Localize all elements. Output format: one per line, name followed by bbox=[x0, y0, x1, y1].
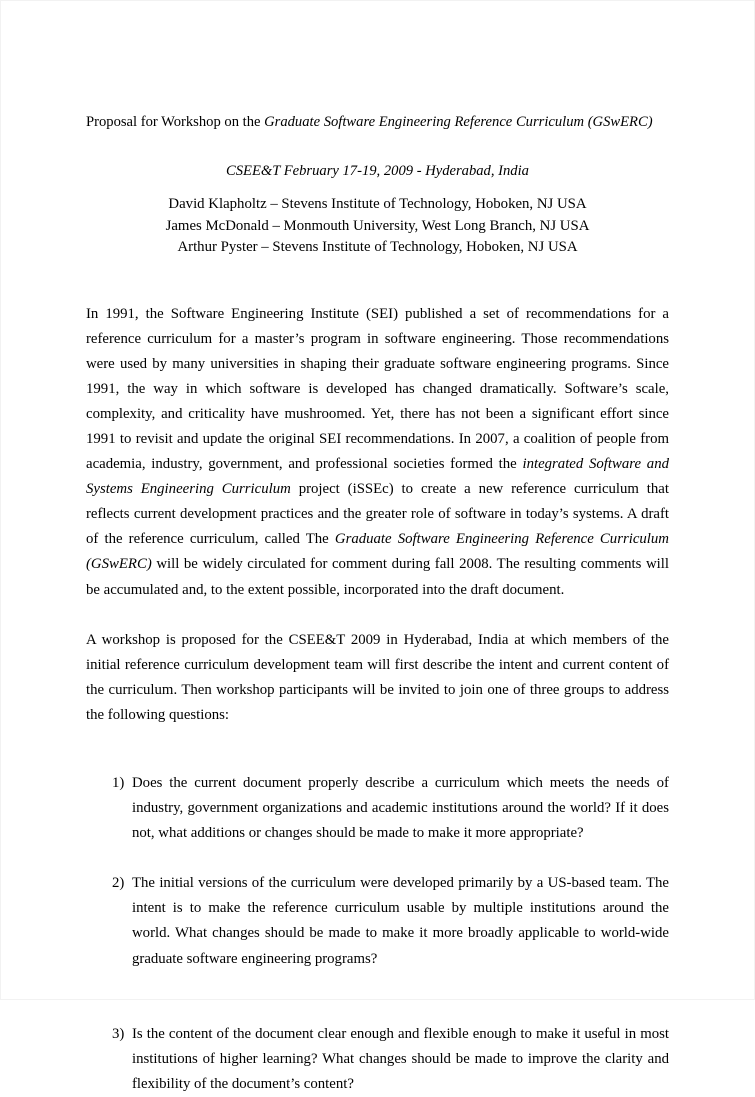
list-item bbox=[86, 871, 669, 971]
document-body bbox=[86, 0, 669, 1097]
document-title bbox=[86, 110, 669, 135]
paragraph-background-part-3: will be widely circulated for comment during fall 2008. The resulting comments will be accumulated and, to the extent possible, incorporated into the draft document. bbox=[86, 556, 669, 598]
list-item-marker: 1) bbox=[112, 775, 125, 791]
list-item-text: The initial versions of the curriculum were developed primarily by a US-based team. The intent is to make the reference curriculum usable by multiple institutions around the world. What changes should be made to make it more broadly applicable to world-wide graduate software engineering programs? bbox=[132, 875, 669, 967]
list-item-marker: 3) bbox=[112, 1025, 125, 1042]
workshop-questions-list bbox=[86, 771, 669, 1097]
list-item-text: Is the content of the document clear enough and flexible enough to make it useful in most institutions of higher learning? What changes should be made to improve the clarity and flexibility of the document’s content? bbox=[132, 1025, 669, 1092]
author-list bbox=[86, 194, 669, 259]
paragraph-background bbox=[86, 302, 669, 603]
paragraph-workshop-proposal: A workshop is proposed for the CSEE&T 2009 in Hyderabad, India at which members of the initial reference curriculum development team will first describe the intent and current content of the curriculum. Then workshop participants will be invited to join one of three groups to address the following questions: bbox=[86, 631, 669, 723]
author-row: Arthur Pyster – Stevens Institute of Technology, Hoboken, NJ USA bbox=[177, 239, 578, 255]
paragraph-background-part-2: project (iSSEc) to create a new reference curriculum that reflects current development practices and the greater role of software in today’s systems. A draft of the reference curriculum, called The bbox=[86, 481, 669, 548]
title-prefix-text: Proposal for Workshop on the bbox=[86, 114, 265, 130]
author-row: James McDonald – Monmouth University, West Long Branch, NJ USA bbox=[165, 217, 590, 234]
issec-project-name: integrated Software and Systems Engineering Curriculum bbox=[86, 456, 669, 498]
venue-line: CSEE&T February 17-19, 2009 - Hyderabad, India bbox=[226, 163, 529, 179]
list-item-text: Does the current document properly describe a curriculum which meets the needs of industry, government organizations and academic institutions around the world? If it does not, what additions or changes should be made to make it more appropriate? bbox=[132, 775, 669, 842]
gswerc-name: Graduate Software Engineering Reference Curriculum (GSwERC) bbox=[86, 531, 669, 573]
list-item-marker: 2) bbox=[112, 875, 125, 892]
title-italic-text: Graduate Software Engineering Reference Curriculum (GSwERC) bbox=[264, 114, 653, 130]
paragraph-background-part-1: In 1991, the Software Engineering Institute (SEI) published a set of recommendations for a reference curriculum for a master’s program in software engineering. Those recommendations were used by many universities in shaping their graduate software engineering programs. Since 1991, the way in which software is developed has changed dramatically. Software’s scale, complexity, and criticality have mushroomed. Yet, there has not been a significant effort since 1991 to revisit and update the original SEI recommendations. In 2007, a coalition of people from academia, industry, government, and professional societies formed the bbox=[86, 305, 669, 473]
list-item bbox=[86, 771, 669, 846]
author-row: David Klapholtz – Stevens Institute of Technology, Hoboken, NJ USA bbox=[168, 196, 587, 212]
list-item bbox=[86, 1022, 669, 1097]
